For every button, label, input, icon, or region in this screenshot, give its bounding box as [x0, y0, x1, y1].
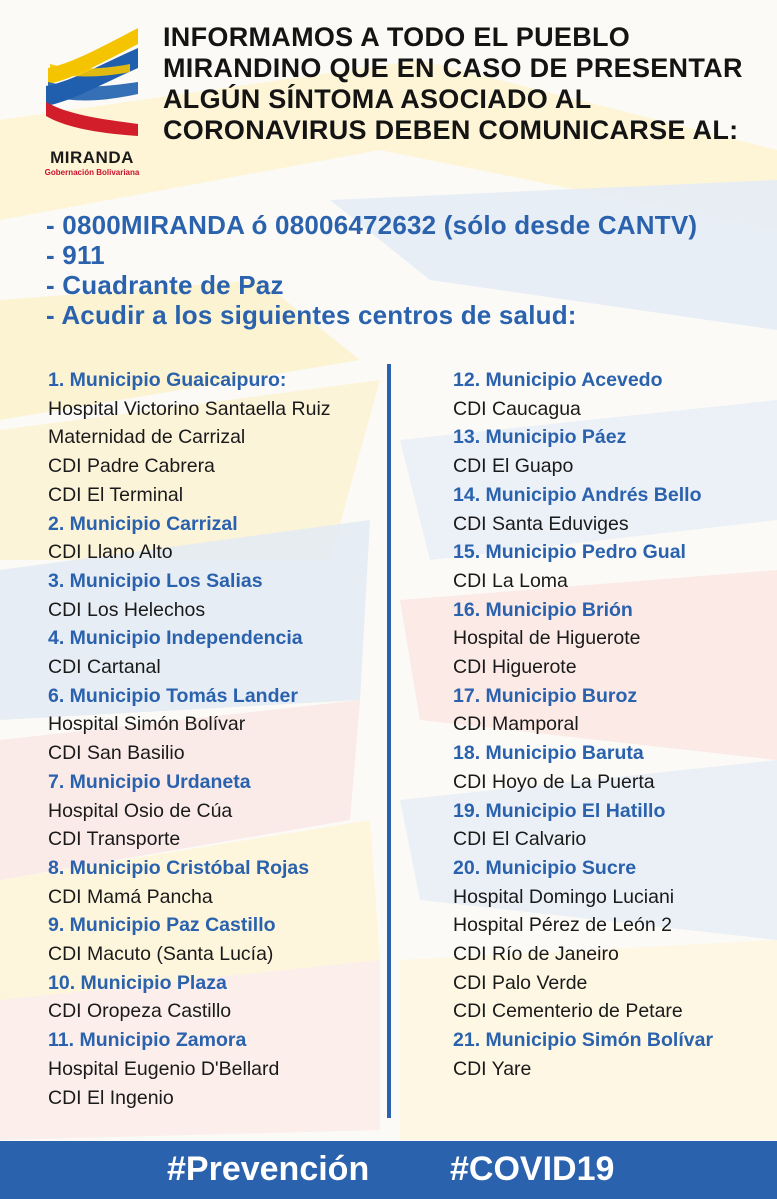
municipality-heading: 11. Municipio Zamora	[48, 1029, 247, 1052]
health-center-item: CDI La Loma	[453, 569, 568, 592]
health-center-item: CDI Higuerote	[453, 656, 577, 679]
municipality-heading: 15. Municipio Pedro Gual	[453, 541, 686, 564]
headline-line: INFORMAMOS A TODO EL PUEBLO	[163, 22, 631, 52]
municipality-heading: 1. Municipio Guaicaipuro:	[48, 369, 287, 391]
health-center-item: Hospital Domingo Luciani	[453, 885, 675, 908]
health-centers-left-column	[48, 366, 378, 1112]
health-center-item: CDI Padre Cabrera	[48, 455, 215, 478]
health-center-item: CDI El Guapo	[453, 455, 574, 478]
health-center-item: CDI Macuto (Santa Lucía)	[48, 943, 274, 966]
page-headline	[163, 22, 763, 146]
headline-line: CORONAVIRUS DEBEN COMUNICARSE AL:	[163, 115, 739, 145]
municipality-heading: 8. Municipio Cristóbal Rojas	[48, 856, 310, 879]
health-center-item: Hospital Pérez de León 2	[453, 914, 672, 937]
municipality-heading: 12. Municipio Acevedo	[453, 369, 663, 391]
municipality-heading: 21. Municipio Simón Bolívar	[453, 1029, 714, 1052]
health-center-item: CDI San Basilio	[48, 742, 185, 765]
health-center-item: Hospital de Higuerote	[453, 627, 641, 650]
health-center-item: Hospital Victorino Santaella Ruiz	[48, 397, 331, 420]
contact-phone-0800miranda: - 0800MIRANDA ó 08006472632 (sólo desde CANTV)	[46, 210, 698, 240]
health-center-item: CDI Río de Janeiro	[453, 943, 619, 966]
health-center-item: CDI Palo Verde	[453, 971, 588, 994]
health-center-item: CDI Cartanal	[48, 656, 161, 679]
contact-911: - 911	[46, 240, 105, 270]
municipality-heading: 3. Municipio Los Salias	[48, 569, 263, 592]
health-center-item: CDI El Calvario	[453, 828, 587, 851]
miranda-flag-emblem-icon	[40, 24, 144, 146]
municipality-heading: 19. Municipio El Hatillo	[453, 799, 666, 822]
municipality-heading: 20. Municipio Sucre	[453, 856, 637, 879]
health-center-item: CDI Yare	[453, 1057, 532, 1080]
municipality-heading: 13. Municipio Páez	[453, 426, 627, 449]
contact-list	[46, 210, 766, 330]
municipality-heading: 18. Municipio Baruta	[453, 742, 644, 765]
municipality-heading: 17. Municipio Buroz	[453, 684, 638, 707]
health-center-item: CDI Cementerio de Petare	[453, 1000, 683, 1023]
column-divider	[387, 364, 391, 1118]
health-center-item: Hospital Osio de Cúa	[48, 799, 233, 822]
municipality-heading: 2. Municipio Carrizal	[48, 512, 238, 535]
health-center-item: CDI Mamporal	[453, 713, 579, 736]
health-center-item: CDI Santa Eduviges	[453, 512, 629, 535]
municipality-heading: 6. Municipio Tomás Lander	[48, 684, 298, 707]
health-center-item: CDI Caucagua	[453, 397, 581, 420]
health-center-item: CDI Los Helechos	[48, 598, 206, 621]
health-center-item: Hospital Simón Bolívar	[48, 713, 246, 736]
health-center-item: CDI Oropeza Castillo	[48, 1000, 232, 1023]
health-center-item: CDI Mamá Pancha	[48, 885, 213, 908]
municipality-heading: 7. Municipio Urdaneta	[48, 770, 251, 793]
logo-name: MIRANDA	[50, 148, 134, 167]
municipality-heading: 16. Municipio Brión	[453, 598, 633, 621]
health-center-item: Hospital Eugenio D'Bellard	[48, 1057, 280, 1080]
health-center-item: CDI Hoyo de La Puerta	[453, 770, 655, 793]
health-center-item: Maternidad de Carrizal	[48, 426, 246, 449]
logo-subtitle: Gobernación Bolivariana	[44, 168, 140, 177]
municipality-heading: 14. Municipio Andrés Bello	[453, 483, 702, 506]
contact-cuadrante-de-paz: - Cuadrante de Paz	[46, 270, 284, 300]
municipality-heading: 4. Municipio Independencia	[48, 627, 303, 650]
health-center-item: CDI El Terminal	[48, 483, 184, 506]
hashtag-prevencion: #Prevención	[167, 1150, 370, 1188]
hashtag-covid19: #COVID19	[450, 1150, 615, 1188]
health-center-item: CDI Llano Alto	[48, 541, 173, 564]
health-center-item: CDI El Ingenio	[48, 1086, 174, 1109]
contact-health-centers: - Acudir a los siguientes centros de salud:	[46, 300, 577, 330]
municipality-heading: 10. Municipio Plaza	[48, 971, 227, 994]
miranda-logo	[40, 24, 144, 184]
hashtag-footer	[0, 1141, 777, 1199]
municipality-heading: 9. Municipio Paz Castillo	[48, 914, 276, 937]
headline-line: ALGÚN SÍNTOMA ASOCIADO AL	[163, 84, 592, 114]
health-centers-right-column	[453, 366, 763, 1084]
health-center-item: CDI Transporte	[48, 828, 181, 851]
headline-line: MIRANDINO QUE EN CASO DE PRESENTAR	[163, 53, 743, 83]
